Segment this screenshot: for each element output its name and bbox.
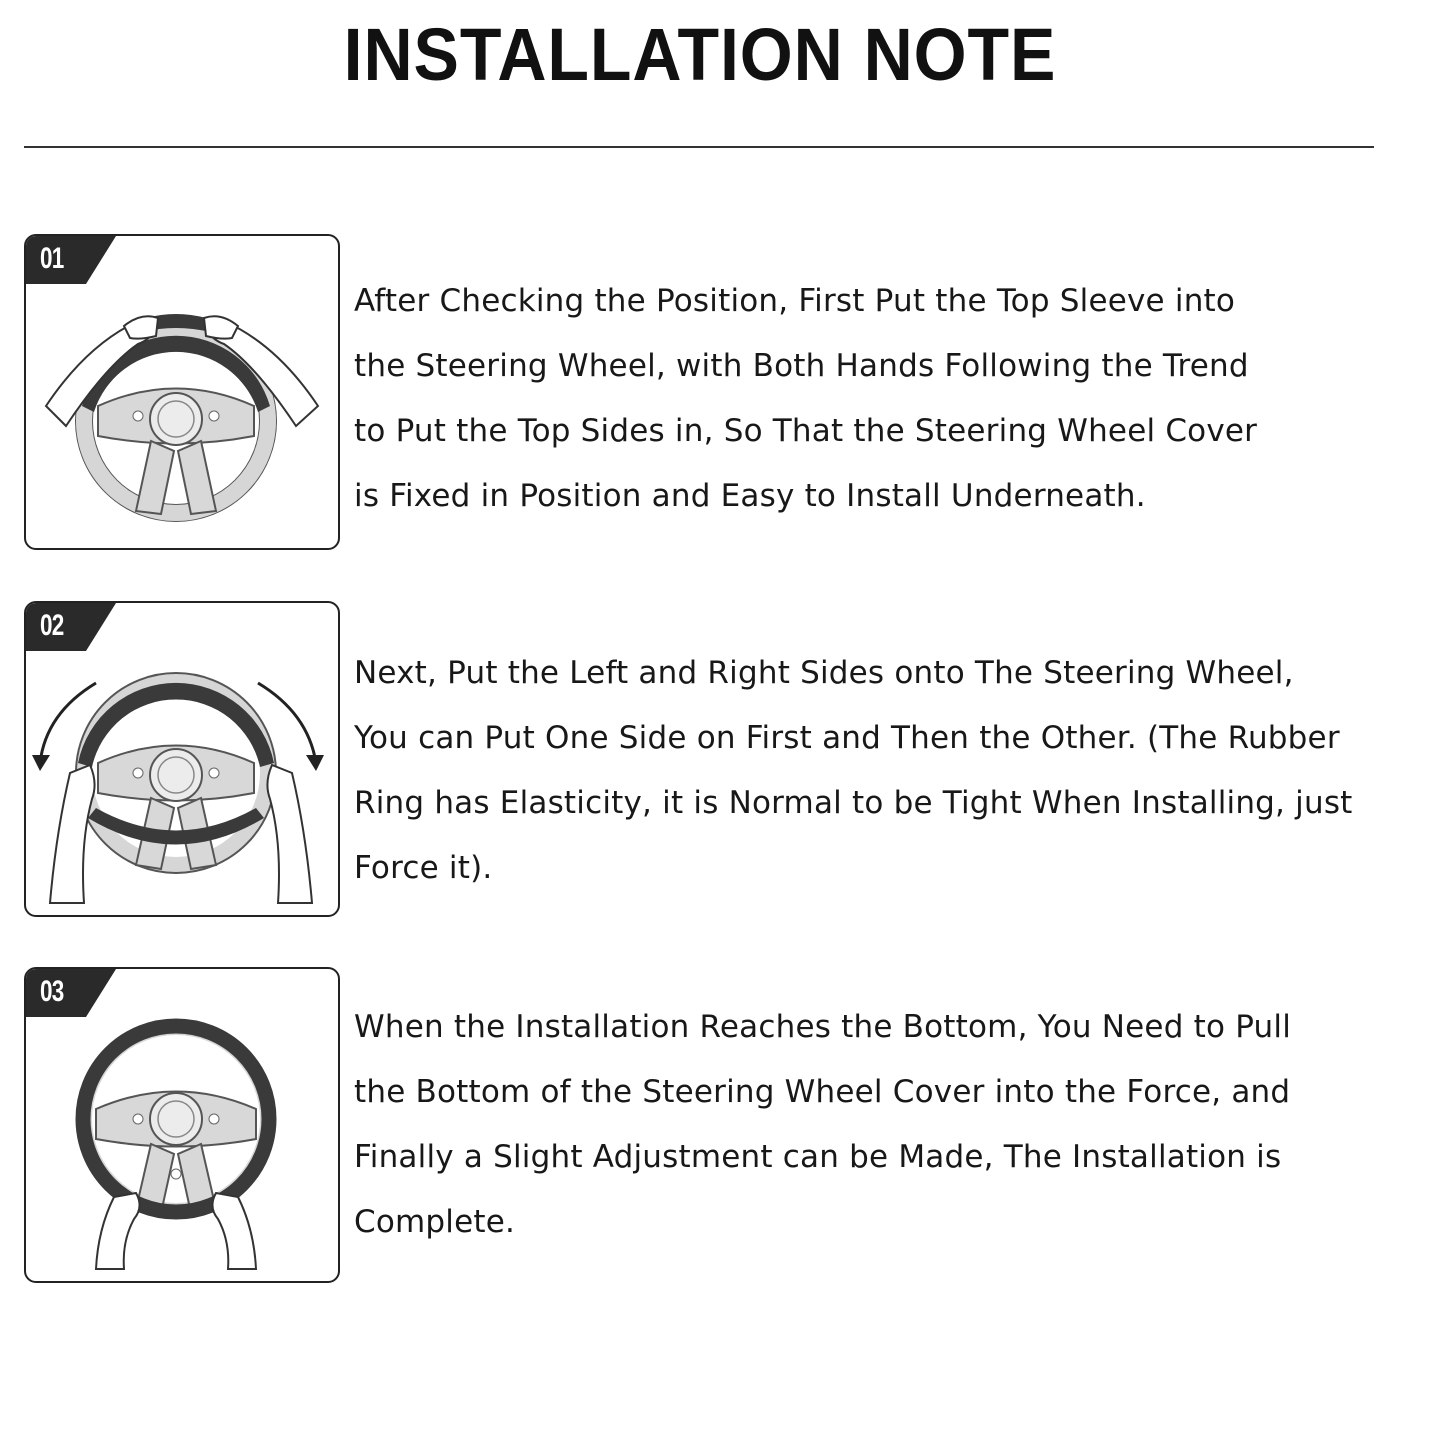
title-divider [24, 146, 1374, 148]
step-2-description: Next, Put the Left and Right Sides onto The Steering Wheel, You can Put One Side on First and Then the Other. (The Rubber Ring has Elasticity, it is Normal to be Tight When Installing, just Force it). [354, 655, 1353, 886]
step-number: 02 [40, 609, 64, 642]
step-3 [24, 967, 1444, 1285]
step-number-badge [26, 603, 116, 651]
step-2 [24, 601, 1444, 919]
step-3-illustration-panel [24, 967, 340, 1283]
step-1-illustration-panel [24, 234, 340, 550]
page-title: INSTALLATION NOTE [343, 13, 1057, 96]
step-1-description: After Checking the Position, First Put the Top Sleeve into the Steering Wheel, with Both Hands Following the Trend to Put the Top Sides in, So That the Steering Wheel Cover is Fixed in Position and Easy to Install Underneath. [354, 283, 1258, 514]
step-number-badge [26, 236, 116, 284]
step-number: 01 [40, 242, 64, 275]
step-2-illustration-panel [24, 601, 340, 917]
step-number-badge [26, 969, 116, 1017]
step-number: 03 [40, 975, 64, 1008]
step-3-description: When the Installation Reaches the Bottom, You Need to Pull the Bottom of the Steering Wheel Cover into the Force, and Finally a Slight Adjustment can be Made, The Installation is Complete. [354, 1009, 1292, 1240]
step-1 [24, 234, 1444, 552]
